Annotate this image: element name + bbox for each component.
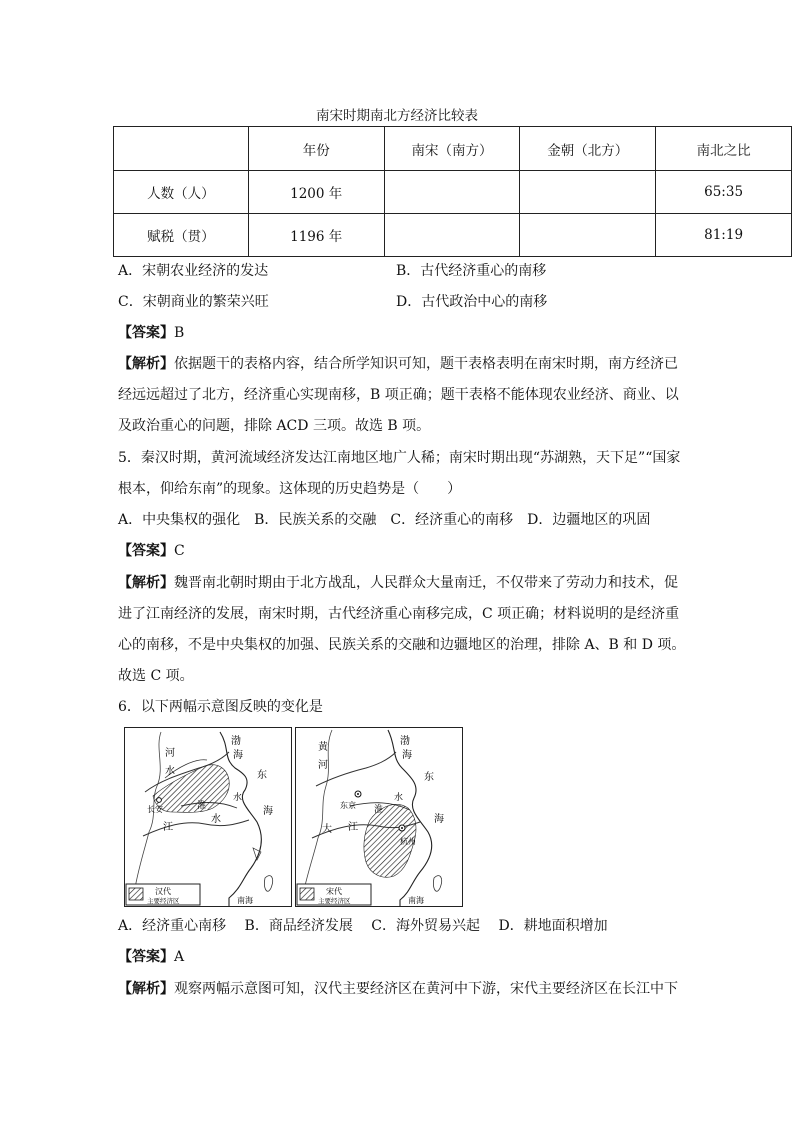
legend-title: 宋代 — [326, 887, 342, 896]
map-label: 南海 — [408, 896, 424, 905]
q5-analysis-line: 【解析】魏晋南北朝时期由于北方战乱，人民群众大量南迁，不仅带来了劳动力和技术，促 — [118, 575, 678, 591]
map-label: 东京 — [340, 801, 356, 810]
table-header-cell: 南北之比 — [656, 127, 792, 171]
han-economic-map — [124, 727, 292, 907]
analysis-label: 【解析】 — [118, 356, 174, 372]
map-label: 江 — [348, 822, 358, 833]
q5-stem: 5．秦汉时期，黄河流域经济发达江南地区地广人稀；南宋时期出现“苏湖熟，天下足”“国家 — [118, 450, 681, 466]
table-cell — [520, 171, 656, 214]
map-label: 长安 — [147, 805, 163, 814]
q4-analysis-line: 经远远超过了北方，经济重心实现南移，B 项正确；题干表格不能体现农业经济、商业、以 — [118, 387, 679, 403]
map-label: 海 — [263, 806, 273, 817]
answer-value: C — [174, 543, 185, 559]
map-label: 河 — [318, 760, 328, 771]
table-header-row — [114, 127, 792, 171]
q4-option-b[interactable]: B．古代经济重心的南移 — [396, 263, 547, 279]
q5-stem: 根本，仰给东南”的现象。这体现的历史趋势是（ ） — [118, 481, 462, 497]
map-label: 海 — [402, 750, 412, 761]
map-label: 水 — [165, 766, 175, 777]
table-header-cell: 南宋（南方） — [384, 127, 520, 171]
analysis-label: 【解析】 — [118, 575, 174, 591]
table-row — [114, 214, 792, 257]
map-label: 淮 — [374, 805, 384, 815]
map-label: 淮 — [197, 801, 207, 811]
q6-options[interactable]: A．经济重心南移 B．商品经济发展 C．海外贸易兴起 D．耕地面积增加 — [118, 918, 608, 934]
table-cell: 81:19 — [656, 214, 792, 257]
table-header-cell: 金朝（北方） — [520, 127, 656, 171]
legend-title: 汉代 — [155, 887, 171, 896]
q6-answer — [118, 947, 184, 967]
map-label: 杭州 — [400, 837, 416, 846]
table-cell: 赋税（贯） — [114, 214, 249, 257]
table-cell — [384, 171, 520, 214]
map-label: 南海 — [237, 896, 253, 905]
map-label: 水 — [394, 793, 404, 803]
map-label: 江 — [163, 822, 173, 833]
table-cell — [384, 214, 520, 257]
table-cell: 人数（人） — [114, 171, 249, 214]
q5-analysis-line: 故选 C 项。 — [118, 668, 194, 684]
table-cell: 65:35 — [656, 171, 792, 214]
q4-option-d[interactable]: D．古代政治中心的南移 — [396, 294, 548, 310]
map-label: 河 — [165, 748, 175, 759]
map-label: 东 — [257, 770, 267, 781]
comparison-table — [113, 126, 792, 257]
map-label: 东 — [424, 772, 434, 783]
map-label: 水 — [211, 814, 221, 825]
q6-analysis-line: 【解析】观察两幅示意图可知，汉代主要经济区在黄河中下游，宋代主要经济区在长江中下 — [118, 981, 678, 997]
answer-value: B — [174, 325, 185, 341]
q6-stem: 6．以下两幅示意图反映的变化是 — [118, 699, 323, 715]
q5-answer — [118, 541, 185, 561]
answer-label: 【答案】 — [118, 325, 174, 341]
map-label: 黄 — [318, 742, 328, 753]
table-cell: 1196 年 — [248, 214, 384, 257]
answer-value: A — [174, 949, 185, 965]
map-label: 大 — [322, 824, 332, 835]
song-economic-map — [295, 727, 463, 907]
q4-option-c[interactable]: C．宋朝商业的繁荣兴旺 — [118, 294, 269, 310]
answer-label: 【答案】 — [118, 949, 174, 965]
q4-analysis-line: 及政治重心的问题，排除 ACD 三项。故选 B 项。 — [118, 418, 431, 434]
table-cell: 1200 年 — [248, 171, 384, 214]
legend-subtitle: 主要经济区 — [147, 897, 180, 905]
table-header-cell: 年份 — [248, 127, 384, 171]
q5-analysis-line: 心的南移，不是中央集权的加强、民族关系的交融和边疆地区的治理，排除 A、B 和 D 项。 — [118, 637, 686, 653]
q4-answer — [118, 323, 184, 343]
q5-analysis-line: 进了江南经济的发展，南宋时期，古代经济重心南移完成，C 项正确；材料说明的是经济重 — [118, 606, 680, 622]
q4-option-a[interactable]: A．宋朝农业经济的发达 — [118, 263, 269, 279]
map-label: 水 — [233, 793, 243, 803]
map-label: 渤 — [231, 736, 241, 747]
q5-options[interactable]: A．中央集权的强化 B．民族关系的交融 C．经济重心的南移 D．边疆地区的巩固 — [118, 512, 651, 528]
table-cell — [520, 214, 656, 257]
map-label: 海 — [434, 814, 444, 825]
answer-label: 【答案】 — [118, 543, 174, 559]
legend-subtitle: 主要经济区 — [318, 897, 351, 905]
map-label: 海 — [233, 750, 243, 761]
table-header-cell — [114, 127, 249, 171]
analysis-label: 【解析】 — [118, 981, 174, 997]
map-label: 渤 — [400, 736, 410, 747]
table-caption: 南宋时期南北方经济比较表 — [316, 108, 478, 124]
table-row — [114, 171, 792, 214]
q4-analysis-line: 【解析】依据题干的表格内容，结合所学知识可知，题干表格表明在南宋时期，南方经济已 — [118, 356, 678, 372]
